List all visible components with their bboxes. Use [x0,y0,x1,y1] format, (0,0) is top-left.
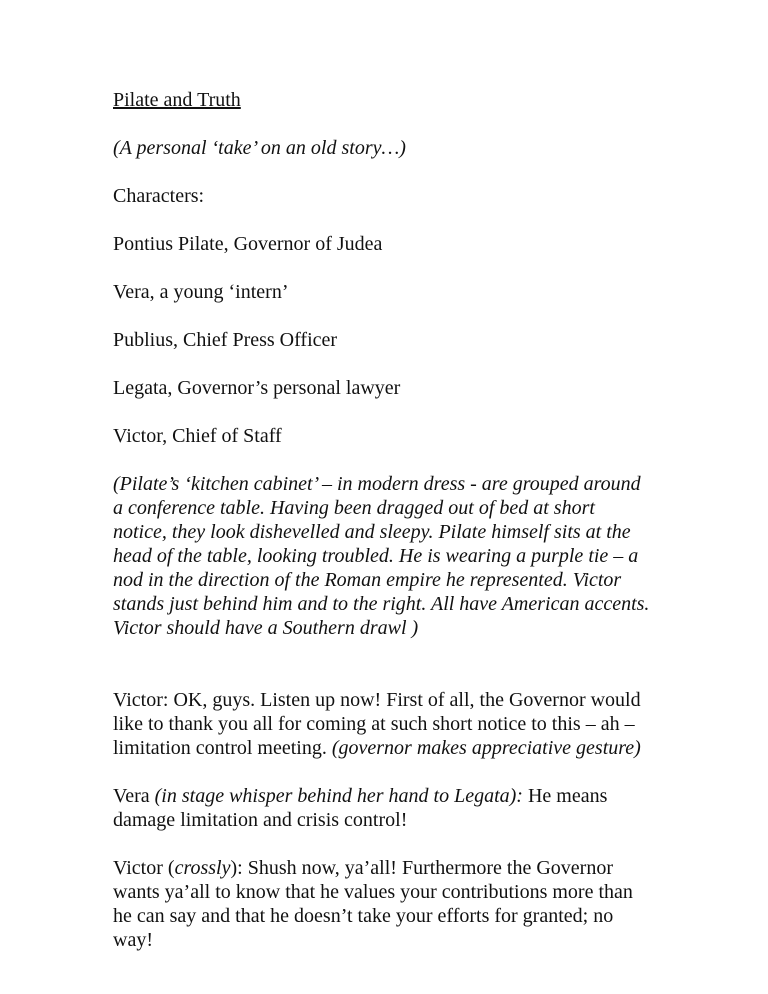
character-item: Victor, Chief of Staff [113,425,282,447]
stage-direction-inline: (governor makes appreciative gesture) [331,737,641,759]
dialogue-line: damage limitation and crisis control! [113,809,408,831]
characters-heading: Characters: [113,185,205,207]
dialogue-line [113,856,673,880]
stage-line: (Pilate’s ‘kitchen cabinet’ – in modern dress - are grouped around [113,473,641,495]
dialogue-line: like to thank you all for coming at such short notice to this – ah – [113,713,635,735]
dialogue-line: way! [113,929,153,951]
stage-direction [113,472,673,640]
subtitle: (A personal ‘take’ on an old story…) [113,137,406,159]
dialogue-vera-1 [113,784,673,832]
stage-direction-inline: (in stage whisper behind her hand to Legata): [154,785,523,807]
document-title: Pilate and Truth [113,89,241,111]
dialogue-victor-2 [113,856,673,952]
speaker: Vera [113,785,155,807]
dialogue-line [113,784,673,808]
stage-line: notice, they look dishevelled and sleepy. Pilate himself sits at the [113,521,631,543]
character-item: Vera, a young ‘intern’ [113,281,289,303]
character-item: Pontius Pilate, Governor of Judea [113,233,383,255]
speaker: Victor ( [113,857,175,879]
character-item: Publius, Chief Press Officer [113,329,338,351]
dialogue-line: Victor: OK, guys. Listen up now! First of all, the Governor would [113,689,641,711]
stage-line: head of the table, looking troubled. He is wearing a purple tie – a [113,545,639,567]
character-item: Legata, Governor’s personal lawyer [113,377,401,399]
dialogue-victor-1 [113,688,673,760]
dialogue-text: ): Shush now, ya’all! Furthermore the Governor [230,857,613,879]
stage-line: Victor should have a Southern drawl ) [113,617,419,639]
stage-line: nod in the direction of the Roman empire he represented. Victor [113,569,622,591]
dialogue-line [113,736,673,760]
dialogue-line: wants ya’all to know that he values your contributions more than [113,881,633,903]
dialogue-text: He means [522,785,608,807]
stage-line: a conference table. Having been dragged out of bed at short [113,497,595,519]
dialogue-line: he can say and that he doesn’t take your efforts for granted; no [113,905,614,927]
stage-direction-inline: crossly [174,857,231,879]
dialogue-text: limitation control meeting. [113,737,332,759]
stage-line: stands just behind him and to the right. All have American accents. [113,593,650,615]
